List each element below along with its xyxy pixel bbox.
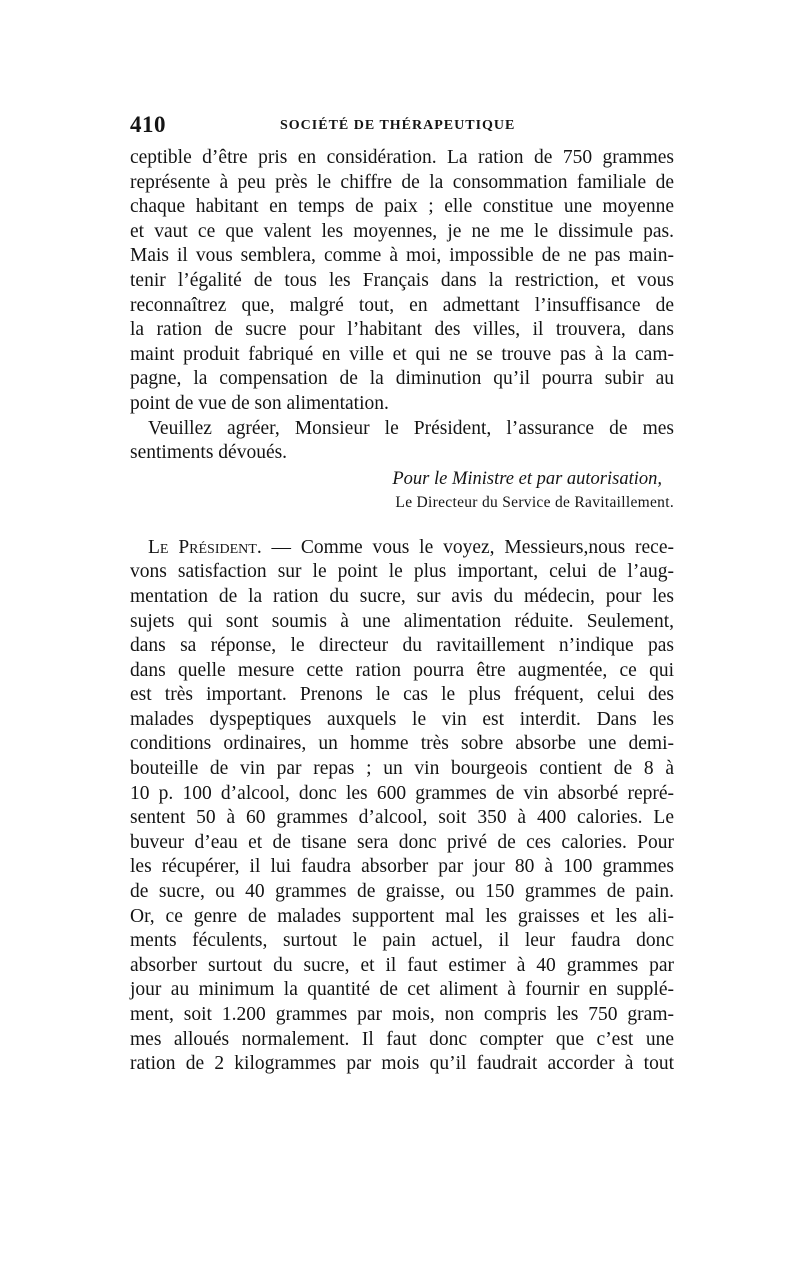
- text-line: mes alloués normalement. Il faut donc compter que c’est une: [130, 1028, 674, 1050]
- text-line: ration de 2 kilogrammes par mois qu’il faudrait accorder à tout: [130, 1053, 674, 1075]
- page-header: [130, 112, 674, 142]
- text-line: reconnaîtrez que, malgré tout, en admettant l’insuffisance de: [130, 294, 674, 316]
- speech-start: — Comme vous le voyez, Messieurs,nous rece-: [261, 536, 674, 558]
- text-line: la ration de sucre pour l’habitant des villes, il trouvera, dans: [130, 319, 674, 341]
- closing-line: sentiments dévoués.: [130, 442, 288, 464]
- text-line: Or, ce genre de malades supportent mal les graisses et les ali-: [130, 905, 674, 927]
- text-line: dans quelle mesure cette ration pourra être augmentée, ce qui: [130, 659, 674, 681]
- text-line: les récupérer, il lui faudra absorber par jour 80 à 100 grammes: [130, 856, 674, 878]
- text-line: mentation de la ration du sucre, sur avis du médecin, pour les: [130, 585, 674, 607]
- text-line: absorber surtout du sucre, et il faut estimer à 40 grammes par: [130, 954, 674, 976]
- signature-director: Le Directeur du Service de Ravitaillement.: [395, 493, 674, 511]
- text-line: [130, 536, 674, 561]
- signature-authority: Pour le Ministre et par autorisation,: [392, 468, 662, 489]
- text-line: représente à peu près le chiffre de la consommation familiale de: [130, 171, 674, 193]
- text-line: ments féculents, surtout le pain actuel, il leur faudra donc: [130, 930, 674, 952]
- text-line: et vaut ce que valent les moyennes, je ne me le dissimule pas.: [130, 220, 674, 242]
- text-line: dans sa réponse, le directeur du ravitaillement n’indique pas: [130, 635, 674, 657]
- text-line: chaque habitant en temps de paix ; elle constitue une moyenne: [130, 196, 674, 218]
- text-line: 10 p. 100 d’alcool, donc les 600 grammes de vin absorbé repré-: [130, 782, 674, 804]
- text-line: tenir l’égalité de tous les Français dans la restriction, et vous: [130, 269, 674, 291]
- president-paragraph: [130, 536, 674, 1077]
- text-line: vons satisfaction sur le point le plus important, celui de l’aug-: [130, 561, 674, 583]
- text-line: sujets qui sont soumis à une alimentation réduite. Seulement,: [130, 610, 674, 632]
- text-line: conditions ordinaires, un homme très sobre absorbe une demi-: [130, 733, 674, 755]
- text-line: malades dyspeptiques auxquels le vin est interdit. Dans les: [130, 708, 674, 730]
- text-line: ment, soit 1.200 grammes par mois, non compris les 750 gram-: [130, 1004, 674, 1025]
- text-line: point de vue de son alimentation.: [130, 392, 389, 414]
- text-line: bouteille de vin par repas ; un vin bourgeois contient de 8 à: [130, 758, 674, 780]
- text-line: ceptible d’être pris en considération. La ration de 750 grammes: [130, 147, 674, 168]
- text-line: sentent 50 à 60 grammes d’alcool, soit 350 à 400 calories. Le: [130, 807, 674, 829]
- text-line: maint produit fabriqué en ville et qui ne se trouve pas à la cam-: [130, 343, 674, 365]
- letter-body: [130, 146, 674, 466]
- text-line: buveur d’eau et de tisane sera donc privé de ces calories. Pour: [130, 831, 674, 853]
- page-number: 410: [130, 112, 166, 137]
- text-line: de sucre, ou 40 grammes de graisse, ou 150 grammes de pain.: [130, 881, 674, 903]
- text-line: Mais il vous semblera, comme à moi, impossible de ne pas main-: [130, 245, 674, 267]
- book-page: [130, 112, 674, 1077]
- text-line: est très important. Prenons le cas le plus fréquent, celui des: [130, 684, 674, 706]
- closing-line: Veuillez agréer, Monsieur le Président, l’assurance de mes: [148, 417, 674, 439]
- text-line: pagne, la compensation de la diminution qu’il pourra subir au: [130, 368, 674, 390]
- text-line: jour au minimum la quantité de cet aliment à fournir en supplé-: [130, 979, 674, 1001]
- speaker-name: Le Président.: [148, 536, 262, 558]
- running-head: SOCIÉTÉ DE THÉRAPEUTIQUE: [280, 118, 516, 133]
- letter-signature: [130, 468, 674, 514]
